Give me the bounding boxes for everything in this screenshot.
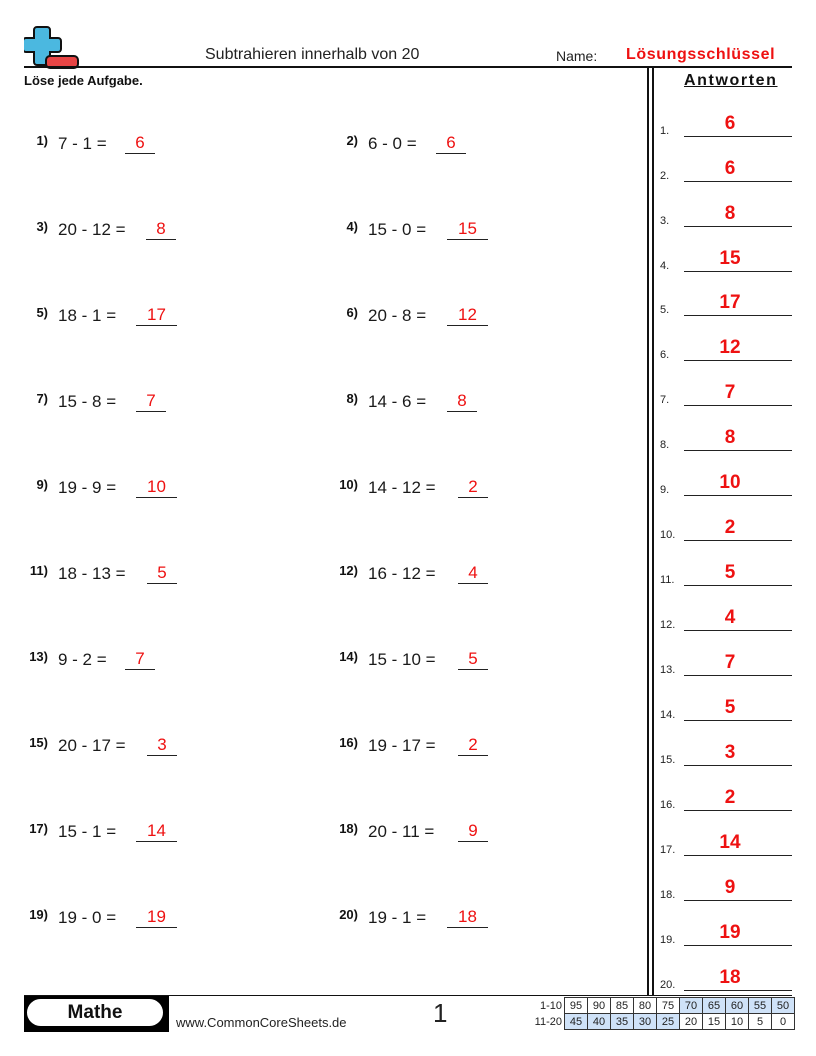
answer-blank[interactable] bbox=[136, 305, 177, 326]
problem-6 bbox=[310, 305, 630, 335]
answer-value: 2 bbox=[468, 735, 478, 754]
problem-expression: 20 - 8 = bbox=[368, 306, 427, 325]
problem-20 bbox=[310, 907, 630, 937]
answer-key-number: 10. bbox=[660, 529, 676, 541]
answer-key-line bbox=[684, 923, 792, 946]
answer-key-value: 8 bbox=[724, 203, 736, 224]
answer-value: 6 bbox=[446, 133, 456, 152]
answer-value: 7 bbox=[146, 391, 156, 410]
subject-badge bbox=[24, 996, 169, 1032]
problem-number: 7) bbox=[36, 391, 48, 406]
answer-key-value: 2 bbox=[724, 517, 736, 538]
score-cell: 35 bbox=[611, 1014, 634, 1030]
problem-expression: 14 - 12 = bbox=[368, 478, 436, 497]
answer-key-number: 5. bbox=[660, 304, 670, 316]
score-cell: 50 bbox=[772, 998, 795, 1014]
problem-number: 11) bbox=[29, 563, 48, 578]
problem-expression: 19 - 17 = bbox=[368, 736, 436, 755]
answer-key-line bbox=[684, 833, 792, 856]
header-rule bbox=[24, 66, 792, 68]
score-cell: 85 bbox=[611, 998, 634, 1014]
problem-number: 13) bbox=[29, 649, 48, 664]
problem-number: 17) bbox=[29, 821, 48, 836]
instructions: Löse jede Aufgabe. bbox=[24, 73, 143, 88]
answer-blank[interactable] bbox=[458, 477, 488, 498]
answer-value: 5 bbox=[157, 563, 167, 582]
score-table bbox=[528, 997, 795, 1030]
problem-expression: 20 - 17 = bbox=[58, 736, 126, 755]
answer-key-line bbox=[684, 473, 792, 496]
answer-key-item bbox=[660, 697, 792, 723]
problem-11 bbox=[0, 563, 320, 593]
score-cell: 30 bbox=[634, 1014, 657, 1030]
answer-key-item bbox=[660, 203, 792, 229]
answer-key-line bbox=[684, 114, 792, 137]
answer-key-number: 6. bbox=[660, 349, 670, 361]
answer-blank[interactable] bbox=[125, 133, 155, 154]
answer-blank[interactable] bbox=[136, 907, 177, 928]
answer-key-value: 3 bbox=[724, 742, 736, 763]
problem-2 bbox=[310, 133, 630, 163]
answer-value: 2 bbox=[468, 477, 478, 496]
answer-key-value: 4 bbox=[724, 607, 736, 628]
problem-expression: 15 - 0 = bbox=[368, 220, 427, 239]
answer-value: 4 bbox=[468, 563, 478, 582]
problem-17 bbox=[0, 821, 320, 851]
answer-key-line bbox=[684, 383, 792, 406]
answer-key-value: 6 bbox=[724, 158, 736, 179]
answer-blank[interactable] bbox=[147, 735, 177, 756]
problem-number: 3) bbox=[36, 219, 48, 234]
answer-key-number: 13. bbox=[660, 664, 676, 676]
answer-key-line bbox=[684, 159, 792, 182]
answer-blank[interactable] bbox=[136, 477, 177, 498]
answer-key-value: 2 bbox=[724, 787, 736, 808]
problem-number: 5) bbox=[36, 305, 48, 320]
answer-key-line bbox=[684, 518, 792, 541]
answer-key-item bbox=[660, 472, 792, 498]
answer-key-number: 9. bbox=[660, 484, 670, 496]
answer-key-item bbox=[660, 248, 792, 274]
problem-number: 8) bbox=[346, 391, 358, 406]
answer-key-value: 7 bbox=[724, 382, 736, 403]
answer-key-line bbox=[684, 743, 792, 766]
page-number: 1 bbox=[433, 998, 448, 1028]
answer-value: 3 bbox=[157, 735, 167, 754]
name-label: Name: bbox=[556, 48, 598, 64]
answer-value: 12 bbox=[458, 305, 477, 324]
answer-key-line bbox=[684, 249, 792, 272]
score-cell: 55 bbox=[749, 998, 772, 1014]
problem-number: 18) bbox=[339, 821, 358, 836]
problem-expression: 9 - 2 = bbox=[58, 650, 107, 669]
site-link[interactable]: www.CommonCoreSheets.de bbox=[176, 1015, 347, 1030]
answer-blank[interactable] bbox=[447, 391, 477, 412]
problem-15 bbox=[0, 735, 320, 765]
answer-key-value: 8 bbox=[724, 427, 736, 448]
answer-key-item bbox=[660, 562, 792, 588]
score-cell: 45 bbox=[565, 1014, 588, 1030]
problem-expression: 15 - 1 = bbox=[58, 822, 117, 841]
answer-key-item bbox=[660, 742, 792, 768]
problem-expression: 18 - 13 = bbox=[58, 564, 126, 583]
answer-key-item bbox=[660, 158, 792, 184]
problem-expression: 7 - 1 = bbox=[58, 134, 107, 153]
answer-value: 17 bbox=[147, 305, 166, 324]
problem-number: 1) bbox=[36, 133, 48, 148]
problem-14 bbox=[310, 649, 630, 679]
score-cell: 15 bbox=[703, 1014, 726, 1030]
problem-number: 16) bbox=[339, 735, 358, 750]
answer-key-value: 19 bbox=[719, 922, 741, 943]
answer-key-number: 1. bbox=[660, 125, 670, 137]
answer-key-number: 15. bbox=[660, 754, 676, 766]
problem-number: 15) bbox=[29, 735, 48, 750]
score-cell: 0 bbox=[772, 1014, 795, 1030]
answer-blank[interactable] bbox=[447, 305, 488, 326]
answer-key-line bbox=[684, 204, 792, 227]
answer-blank[interactable] bbox=[136, 821, 177, 842]
score-cell: 80 bbox=[634, 998, 657, 1014]
score-cell: 10 bbox=[726, 1014, 749, 1030]
plus-minus-logo-icon bbox=[24, 25, 80, 69]
score-cell: 65 bbox=[703, 998, 726, 1014]
problem-1 bbox=[0, 133, 320, 163]
problem-8 bbox=[310, 391, 630, 421]
answer-key-title: Antworten bbox=[684, 72, 778, 89]
answer-blank[interactable] bbox=[458, 821, 488, 842]
problem-12 bbox=[310, 563, 630, 593]
answer-key-value: 6 bbox=[724, 113, 736, 134]
answer-blank[interactable] bbox=[447, 907, 488, 928]
problem-number: 9) bbox=[36, 477, 48, 492]
answer-blank[interactable] bbox=[458, 563, 488, 584]
answer-key-item bbox=[660, 652, 792, 678]
answer-key-line bbox=[684, 698, 792, 721]
answer-key-value: 9 bbox=[724, 877, 736, 898]
answer-key-number: 20. bbox=[660, 979, 676, 991]
worksheet-title: Subtrahieren innerhalb von 20 bbox=[205, 46, 420, 63]
score-cell: 70 bbox=[680, 998, 703, 1014]
problem-4 bbox=[310, 219, 630, 249]
answer-value: 10 bbox=[147, 477, 166, 496]
problem-expression: 20 - 12 = bbox=[58, 220, 126, 239]
answer-key-value: 12 bbox=[719, 337, 741, 358]
answer-key-line bbox=[684, 653, 792, 676]
score-cell: 25 bbox=[657, 1014, 680, 1030]
answer-key-number: 19. bbox=[660, 934, 676, 946]
answer-key-item bbox=[660, 427, 792, 453]
answer-value: 15 bbox=[458, 219, 477, 238]
answer-value: 9 bbox=[468, 821, 478, 840]
answer-key-number: 17. bbox=[660, 844, 676, 856]
answer-key-value: 14 bbox=[719, 832, 741, 853]
answer-key-value: 17 bbox=[719, 292, 741, 313]
answer-key-number: 12. bbox=[660, 619, 676, 631]
problem-9 bbox=[0, 477, 320, 507]
problem-expression: 19 - 1 = bbox=[368, 908, 427, 927]
score-cell: 95 bbox=[565, 998, 588, 1014]
answer-blank[interactable] bbox=[458, 649, 488, 670]
answer-key-number: 18. bbox=[660, 889, 676, 901]
answer-key-item bbox=[660, 832, 792, 858]
answer-blank[interactable] bbox=[136, 391, 166, 412]
answer-key-line bbox=[684, 968, 792, 991]
answer-value: 7 bbox=[135, 649, 145, 668]
answer-key-line bbox=[684, 428, 792, 451]
answer-blank[interactable] bbox=[436, 133, 466, 154]
problem-expression: 15 - 10 = bbox=[368, 650, 436, 669]
problem-expression: 19 - 0 = bbox=[58, 908, 117, 927]
problem-3 bbox=[0, 219, 320, 249]
problem-number: 12) bbox=[339, 563, 358, 578]
answer-blank[interactable] bbox=[147, 563, 177, 584]
answer-key-item bbox=[660, 337, 792, 363]
answer-value: 8 bbox=[457, 391, 467, 410]
answer-key-item bbox=[660, 787, 792, 813]
answer-key-number: 3. bbox=[660, 215, 670, 227]
problem-expression: 16 - 12 = bbox=[368, 564, 436, 583]
answer-key-line bbox=[684, 563, 792, 586]
answer-key-value: 5 bbox=[724, 562, 736, 583]
answer-value: 8 bbox=[156, 219, 166, 238]
score-cell: 40 bbox=[588, 1014, 611, 1030]
problem-number: 2) bbox=[346, 133, 358, 148]
score-row-label: 11-20 bbox=[534, 1015, 562, 1028]
answer-blank[interactable] bbox=[146, 219, 176, 240]
column-divider bbox=[647, 67, 649, 995]
problem-expression: 14 - 6 = bbox=[368, 392, 427, 411]
answer-value: 19 bbox=[147, 907, 166, 926]
answer-key-value: 15 bbox=[719, 248, 741, 269]
answer-key-line bbox=[684, 878, 792, 901]
answer-key-line bbox=[684, 338, 792, 361]
score-cell: 60 bbox=[726, 998, 749, 1014]
problem-19 bbox=[0, 907, 320, 937]
column-divider bbox=[652, 67, 654, 995]
name-value: Lösungsschlüssel bbox=[626, 46, 776, 63]
problem-16 bbox=[310, 735, 630, 765]
answer-key-line bbox=[684, 608, 792, 631]
answer-key-number: 8. bbox=[660, 439, 670, 451]
answer-key-item bbox=[660, 607, 792, 633]
answer-key-value: 5 bbox=[724, 697, 736, 718]
answer-key-item bbox=[660, 113, 792, 139]
problem-number: 20) bbox=[339, 907, 358, 922]
answer-value: 14 bbox=[147, 821, 166, 840]
problem-13 bbox=[0, 649, 320, 679]
problem-number: 19) bbox=[29, 907, 48, 922]
problem-number: 14) bbox=[339, 649, 358, 664]
problem-expression: 15 - 8 = bbox=[58, 392, 117, 411]
problem-7 bbox=[0, 391, 320, 421]
answer-key-number: 14. bbox=[660, 709, 676, 721]
problem-number: 10) bbox=[339, 477, 358, 492]
answer-value: 18 bbox=[458, 907, 477, 926]
problem-5 bbox=[0, 305, 320, 335]
answer-key-number: 7. bbox=[660, 394, 670, 406]
problem-expression: 20 - 11 = bbox=[368, 822, 435, 841]
answer-key-number: 16. bbox=[660, 799, 676, 811]
problem-expression: 19 - 9 = bbox=[58, 478, 117, 497]
answer-blank[interactable] bbox=[447, 219, 488, 240]
problem-10 bbox=[310, 477, 630, 507]
answer-key-number: 4. bbox=[660, 260, 670, 272]
answer-key-number: 11. bbox=[660, 574, 675, 586]
answer-key-item bbox=[660, 922, 792, 948]
score-cell: 90 bbox=[588, 998, 611, 1014]
answer-key-item bbox=[660, 382, 792, 408]
answer-key-item bbox=[660, 877, 792, 903]
problem-18 bbox=[310, 821, 630, 851]
score-cell: 20 bbox=[680, 1014, 703, 1030]
answer-key-line bbox=[684, 788, 792, 811]
answer-value: 6 bbox=[135, 133, 145, 152]
score-row bbox=[528, 1014, 795, 1030]
answer-key-line bbox=[684, 293, 792, 316]
answer-key-number: 2. bbox=[660, 170, 670, 182]
answer-blank[interactable] bbox=[125, 649, 155, 670]
answer-key-value: 7 bbox=[724, 652, 736, 673]
answer-key-item bbox=[660, 292, 792, 318]
problem-number: 6) bbox=[346, 305, 358, 320]
answer-key-item bbox=[660, 967, 792, 993]
subject-label: Mathe bbox=[27, 999, 163, 1026]
problem-number: 4) bbox=[346, 219, 358, 234]
answer-key-value: 10 bbox=[719, 472, 741, 493]
problem-expression: 6 - 0 = bbox=[368, 134, 417, 153]
answer-value: 5 bbox=[468, 649, 478, 668]
answer-key-value: 18 bbox=[719, 967, 741, 988]
score-row-label: 1-10 bbox=[539, 999, 562, 1012]
problem-expression: 18 - 1 = bbox=[58, 306, 117, 325]
answer-key-item bbox=[660, 517, 792, 543]
score-row bbox=[528, 998, 795, 1014]
score-cell: 5 bbox=[749, 1014, 772, 1030]
score-cell: 75 bbox=[657, 998, 680, 1014]
answer-blank[interactable] bbox=[458, 735, 488, 756]
